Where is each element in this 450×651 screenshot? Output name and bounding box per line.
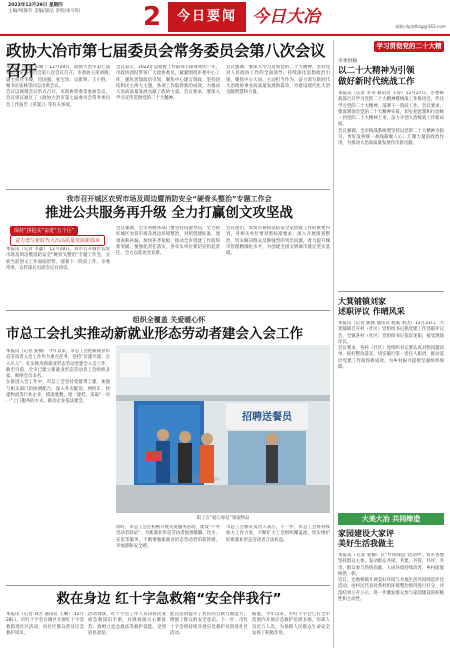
article3-kicker: 组织全覆盖 关爱暖心怀 <box>132 316 206 324</box>
slogan-tag: 保持“拼抢实”奋进“五个区” <box>10 226 78 235</box>
masthead-info <box>8 3 136 15</box>
item1-paragraph: 本报讯（记者 李舟 通讯员 王涛）12月27日，市委统战部召开学习党的二十大精神暨统战工作推进会，传达学习党的二十大精神，部署下一阶段工作。会议要求，要深刻领会党的二十大精神实质，切实把思想和行动统一到党的二十大精神上来，奋力开创大冶统战工作新局面。 <box>338 91 444 128</box>
article2-headline: 推进公共服务再升级 全力打赢创文攻坚战 <box>45 205 293 221</box>
newspaper-logo: 今日大冶 <box>252 7 320 27</box>
side-column <box>336 39 446 649</box>
page-number: 2 <box>140 1 164 34</box>
divider <box>6 189 330 190</box>
divider <box>6 310 330 311</box>
item3-headline-line2: 美好生活我做主 <box>338 539 394 548</box>
column-divider <box>333 40 334 648</box>
article2-body-col3: 会议指出，农贸市场和消防安全是创建工作的重要内容，各相关单位要对照标准要求，深入开展排查整治，切实解决群众反映强烈的突出问题，着力提升城市管理精细化水平，为创建全国文明城市奠定坚实基础。 <box>226 226 330 257</box>
item1-paragraph: 会议强调，全市统战系统要坚持以党的二十大精神为指引，更好发挥统一战线凝聚人心、汇聚力量的政治作用，为推动大冶高质量发展作出新贡献。 <box>338 128 444 147</box>
shop-sign-text: 招聘送餐员 <box>242 412 292 423</box>
article2-body-col2: 会议强调，全市各级各部门要坚持问题导向，全力抓好城区农贸市场及周边环境整治，对照创建标准，逐项查缺补漏，加快补齐短板，推动全市创建工作取得新突破。要强化责任落实，各牵头单位要切实担起责任，全力以赴攻坚克难。 <box>116 226 220 257</box>
news-photo <box>116 345 330 513</box>
item2-headline-line1: 大箕铺镇刘家 <box>338 297 386 306</box>
slogan-tag: 奋力谱写新时代大冶高质量发展新篇章 <box>10 235 105 246</box>
article4-body-col2: 活动现场，红十字会工作人员向居民发放急救知识手册，并现场演示心肺复苏、海姆立克急救法等救护技能，受到居民欢迎。 <box>88 612 166 636</box>
main-column <box>4 39 332 649</box>
lead-body-col1 <box>6 65 110 185</box>
masthead <box>0 0 450 36</box>
lead-body-col3: 会议强调，要深入学习贯彻党的二十大精神，坚持党对人民政协工作的全面领导，持续深化思想政治引领，聚焦中心大局，主动担当作为，奋力谱写新时代大冶政协事业高质量发展新篇章，为建设现代化大冶贡献智慧和力量。 <box>226 65 330 96</box>
co-creation-banner: 大美大冶 共同缔造 <box>338 513 444 525</box>
item2-body <box>338 321 444 511</box>
lead-headline: 政协大冶市第七届委员会常务委员会第八次会议召开 <box>6 42 326 80</box>
item1-headline-line2: 做好新时代统战工作 <box>338 77 415 87</box>
item3-body <box>338 553 444 647</box>
contact-email: 邮箱:dyrbfkzg@163.com <box>395 24 446 29</box>
article2-kicker: 我市召开城区农贸市场及周边暨消防安全“硬骨头整治”专题工作会 <box>66 195 272 203</box>
lead-body-col2: 会议表示，2022年是政协工作取得丰硕成果的一年。市政协团结带领广大政协委员，紧紧围绕市委中心工作，强化思想政治引领，聚焦中心建言资政，坚持团结和民主两大主题，各项工作取得新的成效，为推动大冶高质量发展贡献了政协力量。会议要求，要深入学习宣传贯彻党的二十大精神。 <box>116 65 220 102</box>
item1-headline-line1: 以二十大精神为引领 <box>338 66 415 76</box>
photo-caption: 职工在“爱心驿站”领取物品 <box>196 516 250 521</box>
article3-body-col4: 市总工会相关负责人表示，下一步，市总工会将持续加大工作力度，不断扩大工会组织覆盖面，切实维护好新就业形态劳动者合法权益。 <box>226 525 330 543</box>
study-banner: 学习贯彻党的二十大精神 <box>374 41 444 52</box>
item3-paragraph: 本报讯（记者 张楠）在“共同缔造”活动中，我市各地坚持群众主体，发动群众共谋、共建、共管、共评、共享，群众参与热情高涨，人居环境持续改善，乡村面貌焕然一新。 <box>338 553 444 577</box>
article4-headline: 救在身边 红十字急救箱“安全伴我行” <box>56 591 282 607</box>
item2-headline-line2: 述职评议 作晴风采 <box>338 307 405 316</box>
article4-body-col3: 此次活动提升了居民的自救互救能力，增强了群众的安全意识。下一步，市红十字会将持续开展应急救护培训进社区活动。 <box>170 612 248 636</box>
editor-credits: 主编/周静芬 美编/梁洁 责校/朱宇阳 <box>8 9 80 15</box>
divider <box>338 291 444 292</box>
article3-body-col3: 同时，市总工会还积极开展关爱服务活动，建设“户外劳动者驿站”，为新就业形态劳动者提供歇脚、饮水、充电等服务，不断增强新就业形态劳动者的获得感、幸福感和安全感。 <box>116 525 220 549</box>
item3-paragraph: 近日，还地桥镇开展美好环境与幸福生活共同缔造评比活动，由村民代表对各村组环境整治情况进行打分，评选结果公开公示，进一步激发群众参与家园建设的积极性和主动性。 <box>338 578 444 603</box>
article3-paragraph: 在推进入会工作中，市总工会坚持党建带工建，加强与相关部门的协调配合，深入外卖配送、网约车、快递物流等行业企业，摸清底数，逐一建档，采取“一对一”上门服务的方式，推动企业依法建会。 <box>6 380 110 405</box>
item1-source: 市委供稿 <box>338 59 358 64</box>
article3-headline: 市总工会扎实推动新就业形态劳动者建会入会工作 <box>6 326 303 342</box>
lead-paragraph: 本报讯（记者 朱晴 ）12月29日，政协大冶市第七届委员会常务委员会第八次会议召开。市政协主席刘晓,副主席付华俊、肖国强、张宝珍、吴新明、王小胜，秘书长张林等同志出席会议。 <box>6 65 110 89</box>
item3-headline-line1: 家园建设大家评 <box>338 529 394 538</box>
issue-date: 2022年12月29日 星期四 <box>8 3 63 8</box>
item2-paragraph: 会议要求，各村（社区）党组织书记要认真对照问题清单，抓好整改落实，切实履行第一责任人职责，推动基层党建工作取得新成效，为乡村振兴提供坚强组织保障。 <box>338 346 444 371</box>
news-photo-illustration <box>116 345 330 513</box>
article4-body-col1: 本报讯（记者 刘芳 通讯员 王琳） 12月28日，市红十字会在城区开展红十字急救箱进社区活动，向社区群众普及应急救护知识。 <box>6 612 84 636</box>
item2-paragraph: 本报讯（记者 熊燕 通讯员 程威 刘杰）12月23日，大箕铺镇召开村（社区）党组织书记抓党建工作述职评议会，全镇各村（社区）党组织书记依次述职，接受现场评议。 <box>338 321 444 345</box>
article2-body-col1: 本报讯（记者 李鑫） 12月28日，我市召开城区农贸市场及周边暨消防安全“硬骨头整治”专题工作会，分析当前创文工作面临形势，部署下一阶段工作。市委常委、宣传部长出席会议并讲话。 <box>6 247 110 271</box>
item1-body <box>338 91 444 287</box>
lead-paragraph: 会议以视频会议形式召开，市政协常委等参加会议。会议审议通过了《政协大冶市第七届委员会常务委员会工作报告（草案）》等有关事项。 <box>6 90 110 108</box>
divider <box>6 585 330 586</box>
article4-body-col4: 据悉，今年以来，市红十字会已在全市范围内开展应急救护培训多场，培训人员近万人次，为保障人民群众生命安全发挥了积极作用。 <box>252 612 330 636</box>
section-title: 今日要闻 <box>168 2 246 32</box>
article3-paragraph: 本报讯（记者 张楠） 今年以来，市总工会把新就业形态劳动者入会工作作为重点任务，坚持“应建尽建、应入尽入”，扎实推进新就业形态劳动者建会入会工作，截至目前，全市已建立新就业形态劳动者工会组织多家，吸纳会员多名。 <box>6 349 110 380</box>
article3-body-col1 <box>6 349 110 581</box>
